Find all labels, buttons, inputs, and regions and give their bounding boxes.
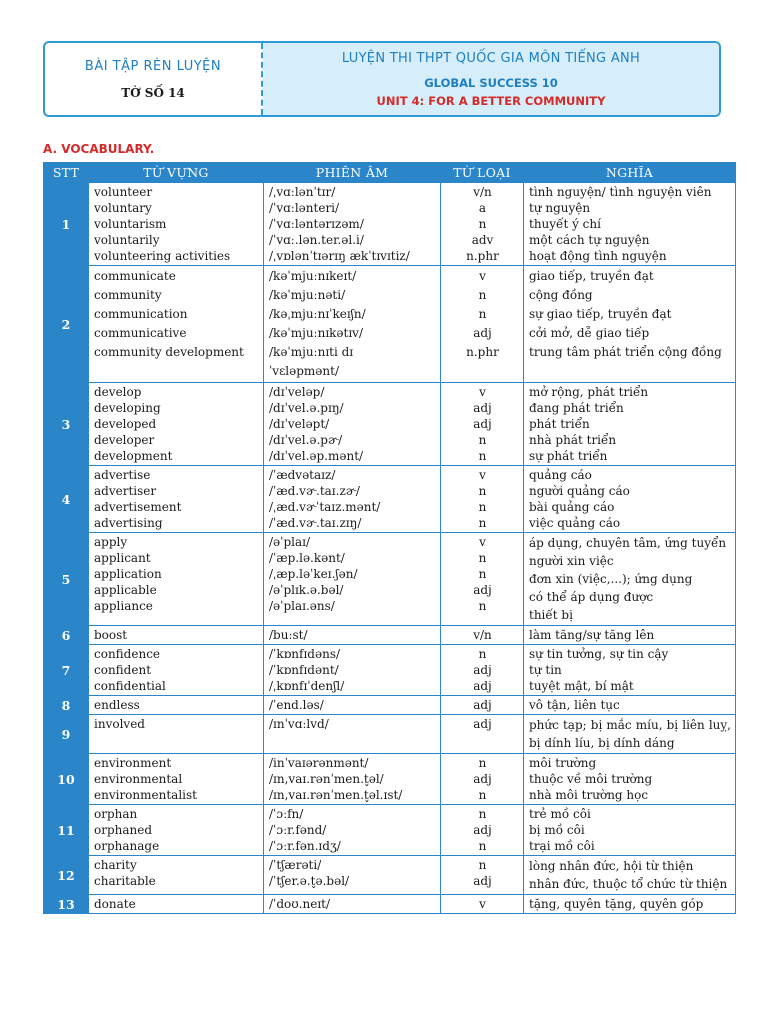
row-number: 4 — [44, 466, 89, 533]
vocab-word: endless — [94, 698, 140, 712]
word-meaning: giao tiếp, truyền đạt — [529, 269, 654, 283]
row-number: 11 — [44, 805, 89, 856]
word-type: n — [478, 217, 487, 231]
word-meaning: lòng nhân đức, hội từ thiện — [529, 859, 694, 873]
vocabulary-table — [43, 162, 736, 914]
row-number: 3 — [44, 383, 89, 466]
word-meaning: bài quảng cáo — [529, 500, 615, 514]
phonetic-cell — [264, 895, 441, 914]
word-cell — [89, 533, 264, 626]
word-type: n — [478, 433, 487, 447]
word-type: v/n — [473, 628, 492, 642]
phonetic-cell — [264, 754, 441, 805]
phonetic-transcription: /dɪˈvel.ə.pɚ/ — [269, 433, 343, 447]
word-meaning: quảng cáo — [529, 468, 592, 482]
phonetic-transcription: /ˈkɒnfɪdəns/ — [269, 647, 341, 661]
vocab-word: advertising — [94, 516, 163, 530]
phonetic-transcription: /ˌkɒnfɪˈdenʃl/ — [269, 679, 345, 693]
word-cell — [89, 696, 264, 715]
table-row — [44, 626, 736, 645]
unit-title: UNIT 4: FOR A BETTER COMMUNITY — [376, 93, 606, 108]
vocab-word: charitable — [94, 874, 156, 888]
phonetic-transcription: /ˈæd.vɚ.taɪ.zɚ/ — [269, 484, 360, 498]
word-meaning: nhà phát triển — [529, 433, 617, 447]
word-meaning: sự tin tưởng, sự tin cậy — [529, 647, 669, 661]
row-number: 2 — [44, 266, 89, 383]
word-type: n.phr — [466, 345, 499, 359]
row-number: 13 — [44, 895, 89, 914]
word-meaning: trung tâm phát triển cộng đồng — [529, 345, 722, 359]
phonetic-transcription: /ɪn,vaɪ.rənˈmen.t̬əl.ɪst/ — [269, 788, 403, 802]
word-type: n.phr — [466, 249, 499, 263]
word-meaning: nhà môi trường học — [529, 788, 649, 802]
table-header-row — [44, 163, 736, 183]
vocab-word: developing — [94, 401, 161, 415]
type-cell — [441, 715, 524, 754]
word-type: n — [478, 307, 487, 321]
word-meaning: việc quảng cáo — [529, 516, 621, 530]
type-cell — [441, 856, 524, 895]
vocab-word: appliance — [94, 599, 153, 613]
row-number: 6 — [44, 626, 89, 645]
vocab-word: advertiser — [94, 484, 157, 498]
phonetic-transcription: /ˌvɒlənˈtɪərɪŋ ækˈtɪvɪtiz/ — [269, 249, 410, 263]
vocab-word: advertisement — [94, 500, 182, 514]
phonetic-transcription: /inˈvaɪərənmənt/ — [269, 756, 369, 770]
table-row — [44, 805, 736, 856]
vocab-word: donate — [94, 897, 136, 911]
word-meaning: cộng đồng — [529, 288, 593, 302]
word-cell — [89, 895, 264, 914]
word-meaning: làm tăng/sự tăng lên — [529, 628, 655, 642]
phonetic-transcription: /dɪˈvel.əp.mənt/ — [269, 449, 364, 463]
meaning-cell — [524, 754, 736, 805]
meaning-cell — [524, 266, 736, 383]
word-meaning: nhân đức, thuộc tổ chức từ thiện — [529, 877, 728, 891]
phonetic-transcription: /ˈend.ləs/ — [269, 698, 324, 712]
word-cell — [89, 383, 264, 466]
word-type: v — [479, 468, 486, 482]
phonetic-transcription: /ˈæd.vɚ.taɪ.zɪŋ/ — [269, 516, 362, 530]
row-number: 12 — [44, 856, 89, 895]
word-type: adj — [473, 772, 492, 786]
vocab-word: developed — [94, 417, 157, 431]
meaning-cell — [524, 645, 736, 696]
vocab-word: environment — [94, 756, 172, 770]
vocab-word: communicative — [94, 326, 187, 340]
word-type: n — [478, 567, 487, 581]
word-cell — [89, 856, 264, 895]
type-cell — [441, 895, 524, 914]
vocab-word: communication — [94, 307, 188, 321]
table-row — [44, 183, 736, 266]
table-row — [44, 645, 736, 696]
phonetic-transcription: /kəˈmjuːnɪkeɪt/ — [269, 269, 357, 283]
textbook-name: GLOBAL SUCCESS 10 — [424, 75, 558, 90]
word-cell — [89, 466, 264, 533]
table-row — [44, 696, 736, 715]
phonetic-cell — [264, 696, 441, 715]
row-number: 5 — [44, 533, 89, 626]
word-type: n — [478, 756, 487, 770]
word-type: adv — [471, 233, 494, 247]
phonetic-transcription: /ˈæp.lə.kənt/ — [269, 551, 345, 565]
word-type: n — [478, 449, 487, 463]
phonetic-transcription: /ɪn,vaɪ.rənˈmen.t̬əl/ — [269, 772, 384, 786]
word-meaning: cởi mở, dễ giao tiếp — [529, 326, 650, 340]
word-meaning: đang phát triển — [529, 401, 624, 415]
phonetic-transcription: /ˈvɑːlənteri/ — [269, 201, 340, 215]
word-meaning: phức tạp; bị mắc míu, bị liên luỵ, bị dính líu, bị dính dáng — [529, 718, 731, 750]
meaning-cell — [524, 805, 736, 856]
word-type: n — [478, 839, 487, 853]
word-cell — [89, 754, 264, 805]
phonetic-cell — [264, 266, 441, 383]
header-right-panel — [263, 43, 719, 115]
type-cell — [441, 266, 524, 383]
vocab-word: charity — [94, 858, 137, 872]
word-cell — [89, 715, 264, 754]
phonetic-cell — [264, 715, 441, 754]
phonetic-transcription: /əˈplɪk.ə.bəl/ — [269, 583, 344, 597]
phonetic-cell — [264, 626, 441, 645]
word-meaning: tự tin — [529, 663, 562, 677]
vocab-word: volunteering activities — [94, 249, 231, 263]
section-title: A. VOCABULARY. — [43, 142, 155, 156]
phonetic-cell — [264, 645, 441, 696]
phonetic-transcription: /ˈtʃer.ə.t̬ə.bəl/ — [269, 874, 350, 888]
word-cell — [89, 645, 264, 696]
vocab-word: developer — [94, 433, 155, 447]
phonetic-transcription: ˈvɛləpmənt/ — [269, 364, 339, 378]
phonetic-cell — [264, 533, 441, 626]
word-type: adj — [473, 823, 492, 837]
phonetic-transcription: /dɪˈveləpt/ — [269, 417, 330, 431]
word-type: n — [478, 516, 487, 530]
word-meaning: người xin việc — [529, 554, 614, 568]
vocab-word: communicate — [94, 269, 176, 283]
vocab-word: development — [94, 449, 173, 463]
phonetic-cell — [264, 183, 441, 266]
phonetic-transcription: /ˈɔːfn/ — [269, 807, 304, 821]
phonetic-transcription: /əˈplaɪ.əns/ — [269, 599, 335, 613]
vocab-word: environmental — [94, 772, 183, 786]
word-type: adj — [473, 679, 492, 693]
phonetic-cell — [264, 383, 441, 466]
row-number: 8 — [44, 696, 89, 715]
word-meaning: thuộc về môi trường — [529, 772, 653, 786]
table-body — [44, 183, 736, 914]
word-type: v — [479, 897, 486, 911]
row-number: 9 — [44, 715, 89, 754]
vocab-word: voluntarism — [94, 217, 167, 231]
vocab-word: environmentalist — [94, 788, 197, 802]
word-meaning: tặng, quyên tặng, quyên góp — [529, 897, 704, 911]
vocab-word: confidential — [94, 679, 166, 693]
vocab-word: advertise — [94, 468, 151, 482]
header-word-type: TỪ LOẠI — [441, 163, 524, 183]
word-type: adj — [473, 583, 492, 597]
word-type: n — [478, 807, 487, 821]
word-meaning: mở rộng, phát triển — [529, 385, 649, 399]
row-number: 10 — [44, 754, 89, 805]
word-type: adj — [473, 717, 492, 731]
word-cell — [89, 626, 264, 645]
word-type: adj — [473, 698, 492, 712]
word-type: n — [478, 288, 487, 302]
phonetic-cell — [264, 856, 441, 895]
vocab-word: develop — [94, 385, 142, 399]
word-cell — [89, 805, 264, 856]
phonetic-transcription: /dɪˈveləp/ — [269, 385, 325, 399]
word-type: adj — [473, 326, 492, 340]
word-type: adj — [473, 417, 492, 431]
type-cell — [441, 645, 524, 696]
vocab-word: confidence — [94, 647, 161, 661]
table-row — [44, 466, 736, 533]
vocab-word: community — [94, 288, 162, 302]
phonetic-transcription: /kəˈmjuːnɪkətɪv/ — [269, 326, 364, 340]
phonetic-transcription: /ˌæp.ləˈkeɪ.ʃən/ — [269, 567, 358, 581]
phonetic-transcription: /ɪnˈvɑːlvd/ — [269, 717, 329, 731]
word-cell — [89, 266, 264, 383]
word-meaning: bị mồ côi — [529, 823, 585, 837]
vocab-word: confident — [94, 663, 152, 677]
row-number: 1 — [44, 183, 89, 266]
header-phonetic: PHIÊN ÂM — [264, 163, 441, 183]
meaning-cell — [524, 466, 736, 533]
word-type: n — [478, 551, 487, 565]
phonetic-cell — [264, 466, 441, 533]
word-type: v/n — [473, 185, 492, 199]
header-meaning: NGHĨA — [524, 163, 736, 183]
phonetic-transcription: /kəˈmjuːnəti/ — [269, 288, 346, 302]
vocab-word: volunteer — [94, 185, 153, 199]
phonetic-transcription: /ˌæd.vɚˈtaɪz.mənt/ — [269, 500, 381, 514]
word-meaning: có thể áp dụng được — [529, 590, 654, 604]
phonetic-transcription: /ˈædvətaɪz/ — [269, 468, 336, 482]
word-meaning: phát triển — [529, 417, 590, 431]
phonetic-transcription: /əˈplaɪ/ — [269, 535, 310, 549]
word-type: adj — [473, 401, 492, 415]
vocab-word: application — [94, 567, 162, 581]
word-meaning: tự nguyện — [529, 201, 591, 215]
worksheet-title: BÀI TẬP RÈN LUYỆN — [84, 58, 222, 74]
type-cell — [441, 383, 524, 466]
word-type: n — [478, 500, 487, 514]
word-meaning: tình nguyện/ tình nguyện viên — [529, 185, 712, 199]
type-cell — [441, 183, 524, 266]
word-meaning: trẻ mồ côi — [529, 807, 591, 821]
phonetic-transcription: /dɪˈvel.ə.pɪŋ/ — [269, 401, 344, 415]
vocab-word: orphaned — [94, 823, 153, 837]
word-type: n — [478, 599, 487, 613]
table-row — [44, 754, 736, 805]
word-type: v — [479, 385, 486, 399]
worksheet-header — [43, 41, 721, 117]
word-meaning: thuyết ý chí — [529, 217, 601, 231]
word-type: adj — [473, 663, 492, 677]
meaning-cell — [524, 895, 736, 914]
type-cell — [441, 466, 524, 533]
header-stt: STT — [44, 163, 89, 183]
vocab-word: apply — [94, 535, 128, 549]
vocab-word: applicant — [94, 551, 151, 565]
phonetic-transcription: /ˈvɑːləntərɪzəm/ — [269, 217, 364, 231]
word-meaning: tuyệt mật, bí mật — [529, 679, 634, 693]
word-meaning: sự phát triển — [529, 449, 608, 463]
meaning-cell — [524, 856, 736, 895]
phonetic-transcription: /ˈvɑː.lən.ter.əl.i/ — [269, 233, 364, 247]
vocab-word: voluntary — [94, 201, 152, 215]
phonetic-transcription: /kəˌmjuːnɪˈkeɪʃn/ — [269, 307, 366, 321]
word-meaning: người quảng cáo — [529, 484, 630, 498]
vocab-word: boost — [94, 628, 128, 642]
phonetic-transcription: /kəˈmjuːnɪti dɪ — [269, 345, 354, 359]
vocab-word: orphanage — [94, 839, 160, 853]
phonetic-cell — [264, 805, 441, 856]
phonetic-transcription: /buːst/ — [269, 628, 308, 642]
type-cell — [441, 805, 524, 856]
table-row — [44, 856, 736, 895]
meaning-cell — [524, 533, 736, 626]
word-meaning: sự giao tiếp, truyền đạt — [529, 307, 672, 321]
type-cell — [441, 533, 524, 626]
word-type: v — [479, 535, 486, 549]
meaning-cell — [524, 715, 736, 754]
meaning-cell — [524, 626, 736, 645]
vocab-word: applicable — [94, 583, 157, 597]
meaning-cell — [524, 696, 736, 715]
header-left-panel — [45, 43, 261, 115]
word-meaning: hoạt động tình nguyện — [529, 249, 667, 263]
vocab-word: community development — [94, 345, 244, 359]
word-meaning: vô tận, liên tục — [529, 698, 620, 712]
table-row — [44, 895, 736, 914]
type-cell — [441, 626, 524, 645]
word-type: n — [478, 788, 487, 802]
row-number: 7 — [44, 645, 89, 696]
word-type: n — [478, 858, 487, 872]
word-meaning: trại mồ côi — [529, 839, 595, 853]
table-row — [44, 533, 736, 626]
vocab-word: voluntarily — [94, 233, 160, 247]
worksheet-number: TỜ SỐ 14 — [121, 85, 185, 100]
word-meaning: đơn xin (việc,...); ứng dụng — [529, 572, 693, 586]
phonetic-transcription: /ˈɔːr.fən.ɪdʒ/ — [269, 839, 341, 853]
word-type: v — [479, 269, 486, 283]
phonetic-transcription: /ˈkɒnfɪdənt/ — [269, 663, 339, 677]
phonetic-transcription: /ˈdoʊ.neɪt/ — [269, 897, 331, 911]
table-row — [44, 266, 736, 383]
word-meaning: môi trường — [529, 756, 597, 770]
word-meaning: áp dụng, chuyên tâm, ứng tuyển — [529, 536, 727, 550]
header-word: TỪ VỰNG — [89, 163, 264, 183]
word-cell — [89, 183, 264, 266]
word-type: n — [478, 647, 487, 661]
word-meaning: thiết bị — [529, 608, 573, 622]
course-title: LUYỆN THI THPT QUỐC GIA MÔN TIẾNG ANH — [341, 50, 641, 66]
meaning-cell — [524, 183, 736, 266]
word-type: n — [478, 484, 487, 498]
phonetic-transcription: /ˈtʃærəti/ — [269, 858, 322, 872]
table-row — [44, 715, 736, 754]
vocab-word: orphan — [94, 807, 138, 821]
type-cell — [441, 754, 524, 805]
phonetic-transcription: /ˈɔːr.fənd/ — [269, 823, 327, 837]
word-meaning: một cách tự nguyện — [529, 233, 650, 247]
word-type: adj — [473, 874, 492, 888]
table-row — [44, 383, 736, 466]
type-cell — [441, 696, 524, 715]
phonetic-transcription: /ˌvɑːlənˈtɪr/ — [269, 185, 336, 199]
vocab-word: involved — [94, 717, 145, 731]
meaning-cell — [524, 383, 736, 466]
word-type: a — [478, 201, 487, 215]
